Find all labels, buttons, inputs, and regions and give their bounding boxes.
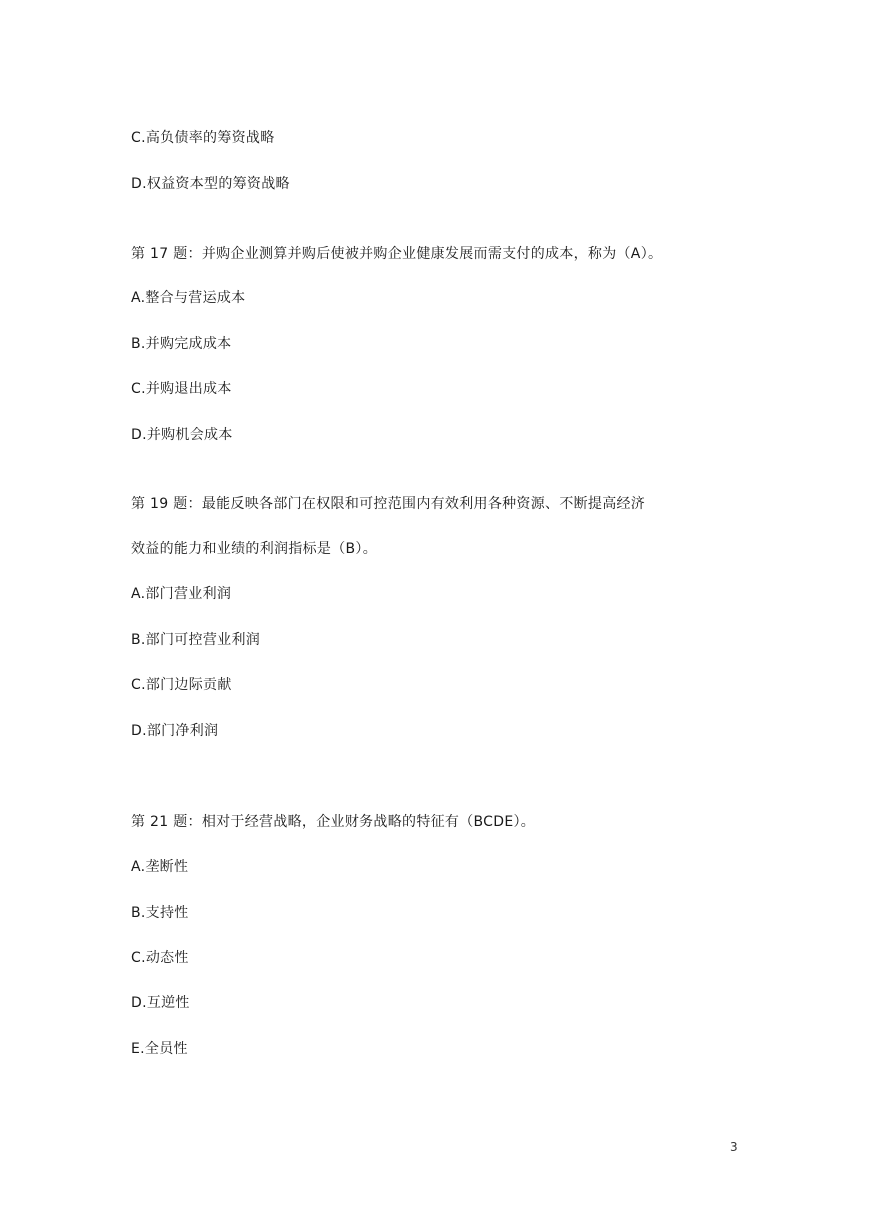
question-19-line-1: 第 19 题：最能反映各部门在权限和可控范围内有效利用各种资源、不断提高经济 (131, 496, 646, 512)
question-19-option-a: A.部门营业利润 (131, 586, 232, 602)
question-21-option-a: A.垄断性 (131, 859, 189, 875)
question-17-option-c: C.并购退出成本 (131, 381, 232, 397)
question-19-option-b: B.部门可控营业利润 (131, 632, 261, 648)
option-c-high-debt: C.高负债率的筹资战略 (131, 130, 275, 146)
question-17: 第 17 题：并购企业测算并购后使被并购企业健康发展而需支付的成本，称为（A）。 (131, 246, 663, 262)
question-19-option-d: D.部门净利润 (131, 723, 219, 739)
question-21-option-b: B.支持性 (131, 905, 189, 921)
question-21-option-d: D.互逆性 (131, 995, 190, 1011)
question-21-option-c: C.动态性 (131, 950, 189, 966)
question-19-line-2: 效益的能力和业绩的利润指标是（B）。 (131, 541, 378, 557)
question-17-option-b: B.并购完成成本 (131, 336, 232, 352)
option-d-equity: D.权益资本型的筹资战略 (131, 176, 290, 192)
question-17-option-d: D.并购机会成本 (131, 427, 233, 443)
page-number: 3 (730, 1140, 738, 1154)
question-21-option-e: E.全员性 (131, 1041, 188, 1057)
question-17-option-a: A.整合与营运成本 (131, 290, 246, 306)
question-21: 第 21 题：相对于经营战略，企业财务战略的特征有（BCDE）。 (131, 814, 536, 830)
question-19-option-c: C.部门边际贡献 (131, 677, 232, 693)
